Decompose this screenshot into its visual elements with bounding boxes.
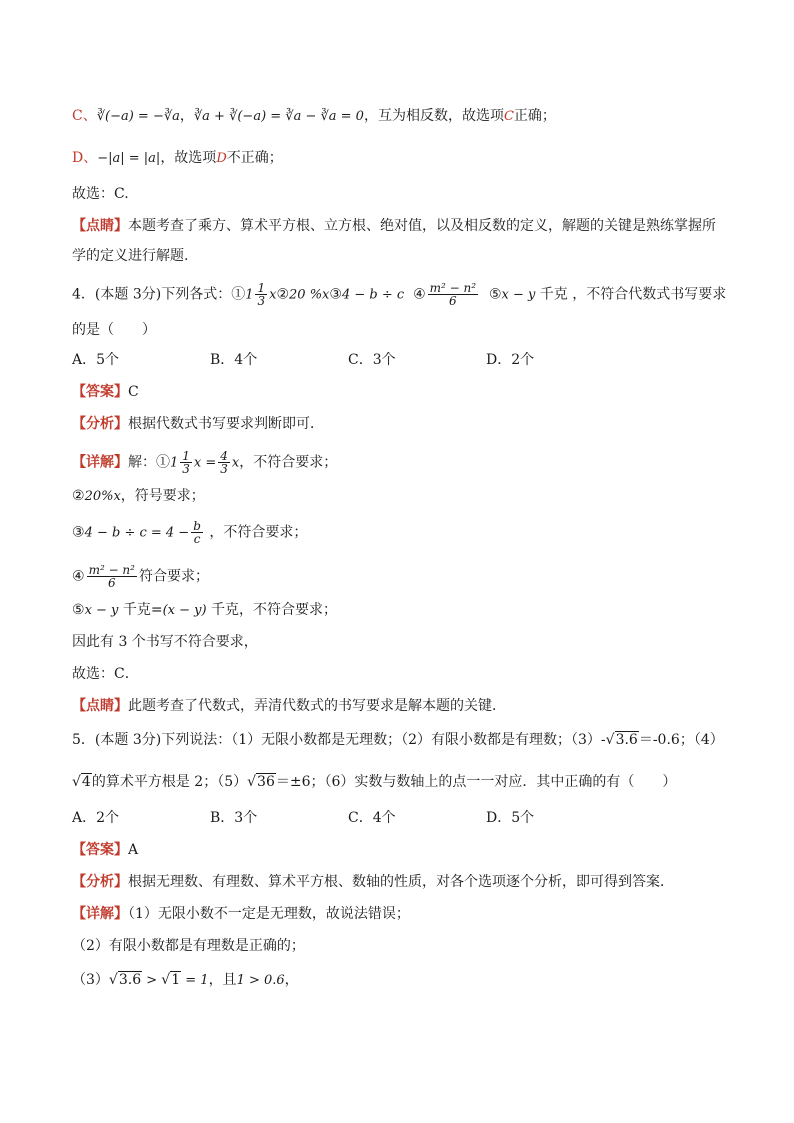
point-tag: 【点睛】 [72,698,128,714]
q5-analysis-line [72,872,674,892]
d5-text: 千克，不符合要求； [206,602,338,618]
q4-stem-b: 千克 ，不符合代数式书写要求 [535,286,727,303]
analysis-tag: 【分析】 [72,874,128,890]
d3-num: b [193,519,201,533]
analysis-text: 根据代数式书写要求判断即可． [128,416,324,432]
d1-num2: 4 [220,449,228,463]
item5: x − y [501,287,536,303]
q5-detail-2: （2）有限小数都是有理数是正确的； [72,938,305,954]
q4-detail-4 [72,564,209,589]
d1-text: （1）无限小数不一定是无理数，故说法错误； [128,906,410,922]
d5-mid: 千克= [118,602,163,618]
item3: 4 − b ÷ c [341,287,405,303]
answer-value: A [128,842,139,858]
d4-num: m² − n² [88,563,135,577]
answer-tag: 【答案】 [72,384,128,400]
q3-point-line-1 [72,216,716,236]
q4-option-d: D．2个 [486,352,535,368]
q5-stem-b: 的算术平方根是 2；（5） [91,774,248,790]
q5-stem-a: 5．(本题 3分)下列说法：（1）无限小数都是无理数；（2）有限小数都是有理数；（3）- [72,732,606,748]
d2-text: ，符号要求； [120,488,205,504]
q4-summary: 因此有 3 个书写不符合要求， [72,634,258,650]
d4-den: 6 [107,576,116,590]
q4-answer-line [72,382,139,402]
answer-tag: 【答案】 [72,842,128,858]
item4-label: ④ [413,286,426,303]
radicand: 4 [81,774,91,790]
q3-point-line-2: 学的定义进行解题. [72,248,189,264]
q3-option-c-line [72,106,556,127]
item4-den: 6 [449,294,457,308]
sqrt-4: √4 [72,774,91,790]
detail-tag: 【详解】 [72,906,128,922]
sqrt-3-6: √3.6 [605,732,638,748]
radicand: 3.6 [615,732,638,748]
q5-stem-line-1 [72,730,724,750]
q4-detail-1 [72,450,337,475]
item1-num: 1 [257,281,266,295]
sqrt-3-6-b: √3.6 [108,972,142,988]
point-text: 此题考查了代数式，弄清代数式的书写要求是解本题的关键． [128,698,506,714]
d5-math2: (x − y) [162,603,207,618]
sqrt-1: √1 [161,972,181,988]
d3-end: ， [284,972,299,988]
option-d-label: D、 [72,150,98,166]
d1-frac-2 [218,450,230,475]
d3-text: ，不符合要求； [209,524,308,541]
q4-option-b: B．4个 [210,352,258,368]
d5-math: x − y [84,603,119,618]
q5-detail-1 [72,904,410,924]
item2: 20 %x [289,287,330,303]
c-text: ，互为相反数，故选项 [363,108,504,124]
q5-stem-a-end: ＝-0.6；（4） [638,732,724,748]
d3-gt: > [142,973,162,988]
point-tag: 【点睛】 [72,218,128,234]
item5-label: ⑤ [488,286,502,303]
d1-whole: 1 [170,455,179,471]
d3-math: 1 > 0.6 [236,973,285,988]
d4-frac [87,564,137,589]
point-text-1: 本题考查了乘方、算术平方根、立方根、绝对值，以及相反数的定义，解题的关键是熟练掌握所 [128,218,716,234]
analysis-tag: 【分析】 [72,416,128,432]
d2-math: 20%x [84,489,121,504]
d4-label: ④ [72,568,85,585]
radicand: 1 [171,972,181,988]
q5-option-b: B．3个 [210,810,258,826]
d3-text: ，且 [208,972,237,988]
q4-point-line [72,696,506,716]
c-math-2: ∛a + ∛(−a) = ∛a − ∛a = 0 [193,109,364,124]
item1-den: 3 [257,294,266,308]
q5-answer-line [72,840,138,860]
c-option-ref: C [503,109,514,124]
d2-label: ② [72,488,85,504]
d3-eq: = 1 [181,973,209,988]
q4-detail-3 [72,520,307,545]
d1-frac-1 [180,450,192,475]
radicand: 36 [257,774,275,790]
d3-math: 4 − b ÷ c = 4 − [84,525,190,541]
q3-choice: 故选：C. [72,186,129,202]
item2-label: ② [276,286,290,303]
q4-analysis-line [72,414,324,434]
d1-label: 解：① [128,454,170,471]
q5-stem-line-2 [72,772,676,792]
option-c-label: C、 [72,108,97,124]
item4-num: m² − n² [429,281,477,295]
q5-option-a: A．2个 [72,810,120,826]
d1-text: ，不符合要求； [239,454,338,471]
d-end: 不正确； [226,150,283,166]
q4-detail-5 [72,600,337,621]
item1-frac [255,282,267,307]
d3-frac [191,520,203,545]
item3-label: ③ [329,286,342,303]
d-option-ref: D [216,151,227,166]
d5-label: ⑤ [72,602,85,618]
d-math: −|a| = |a| [97,151,161,166]
q5-option-d: D．5个 [486,810,535,826]
d4-text: 符合要求； [138,568,209,585]
item4-frac [428,282,478,307]
d1-den1: 3 [182,462,190,476]
answer-value: C [128,384,139,400]
d3-label: （3） [72,972,109,988]
d1-num1: 1 [182,449,190,463]
c-end: 正确； [513,108,556,124]
detail-tag: 【详解】 [72,454,128,471]
item1-whole: 1 [245,287,254,303]
q4-stem-line-2: 的是（ ） [72,322,156,338]
d3-den: c [193,532,201,546]
c-math-1: ∛(−a) = −∛a [96,109,180,124]
radicand: 3.6 [118,972,142,988]
q4-option-c: C．3个 [348,352,396,368]
sqrt-36: √36 [247,774,275,790]
d3-label: ③ [72,524,85,541]
d1-den2: 3 [220,462,228,476]
q4-detail-2 [72,486,205,507]
item1-var: x [269,287,277,303]
q4-stem-a: 4．(本题 3分)下列各式：① [72,286,246,303]
q5-option-c: C．4个 [348,810,396,826]
q3-option-d-line [72,148,283,169]
q5-detail-3 [72,970,299,991]
q4-stem-line-1 [72,282,726,307]
analysis-text: 根据无理数、有理数、算术平方根、数轴的性质，对各个选项逐个分析，即可得到答案． [128,874,674,890]
d-text: ，故选项 [160,150,217,166]
q5-stem-b-mid: ＝±6；（6）实数与数轴上的点一一对应．其中正确的有（ ） [275,774,677,790]
q4-option-a: A．5个 [72,352,120,368]
d1-x2: x [231,455,240,471]
q4-choice: 故选：C． [72,666,139,682]
d1-x: x = [193,455,217,471]
sep: ， [179,108,194,124]
